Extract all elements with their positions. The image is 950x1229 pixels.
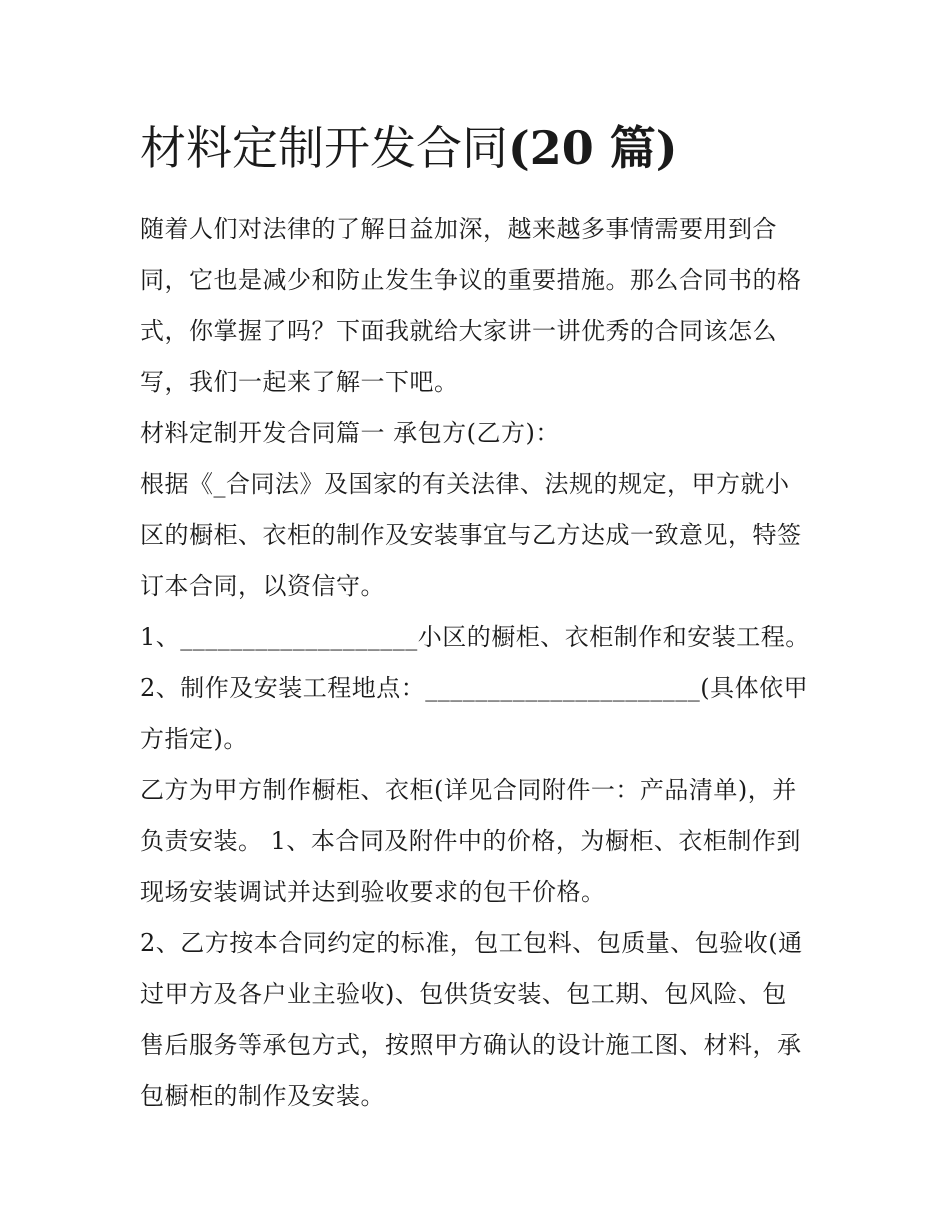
scope-paragraph [140,765,820,918]
title-text: 材料定制开发合同 [140,121,508,175]
paragraph-line: 订本合同，以资信守。 [140,572,385,600]
document-title [140,118,820,178]
contract-basis-paragraph [140,459,820,612]
paragraph-line: 2、乙方按本合同约定的标准，包工包料、包质量、包验收(通 [140,929,803,957]
paragraph-line: 写，我们一起来了解一下吧。 [140,368,459,396]
clause-1 [140,612,820,663]
paragraph-line: 随着人们对法律的了解日益加深，越来越多事情需要用到合 [140,215,777,243]
contracting-terms-paragraph [140,918,820,1122]
paragraph-line: 材料定制开发合同篇一 承包方(乙方)： [140,419,560,447]
section-heading [140,408,820,459]
paragraph-line: 过甲方及各户业主验收)、包供货安装、包工期、包风险、包 [140,980,787,1008]
paragraph-line: 现场安装调试并达到验收要求的包干价格。 [140,878,606,906]
paragraph-line: 同，它也是减少和防止发生争议的重要措施。那么合同书的格 [140,266,802,294]
paragraph-line: 乙方为甲方制作橱柜、衣柜(详见合同附件一：产品清单)，并 [140,776,797,804]
paragraph-line: 式，你掌握了吗？下面我就给大家讲一讲优秀的合同该怎么 [140,317,777,345]
document-content [140,118,820,1122]
paragraph-line: 区的橱柜、衣柜的制作及安装事宜与乙方达成一致意见，特签 [140,521,802,549]
intro-paragraph [140,204,820,408]
paragraph-line: 根据《_合同法》及国家的有关法律、法规的规定，甲方就小 [140,470,790,498]
title-count: (20 篇) [508,121,678,175]
paragraph-line: 负责安装。 1、本合同及附件中的价格，为橱柜、衣柜制作到 [140,827,801,855]
clause-2 [140,663,820,765]
paragraph-line: 2、制作及安装工程地点：______________________(具体依甲 [140,674,809,702]
paragraph-line: 售后服务等承包方式，按照甲方确认的设计施工图、材料，承 [140,1031,802,1059]
paragraph-line: 方指定)。 [140,725,248,753]
paragraph-line: 包橱柜的制作及安装。 [140,1082,385,1110]
paragraph-line: 1、___________________小区的橱柜、衣柜制作和安装工程。 [140,623,810,651]
